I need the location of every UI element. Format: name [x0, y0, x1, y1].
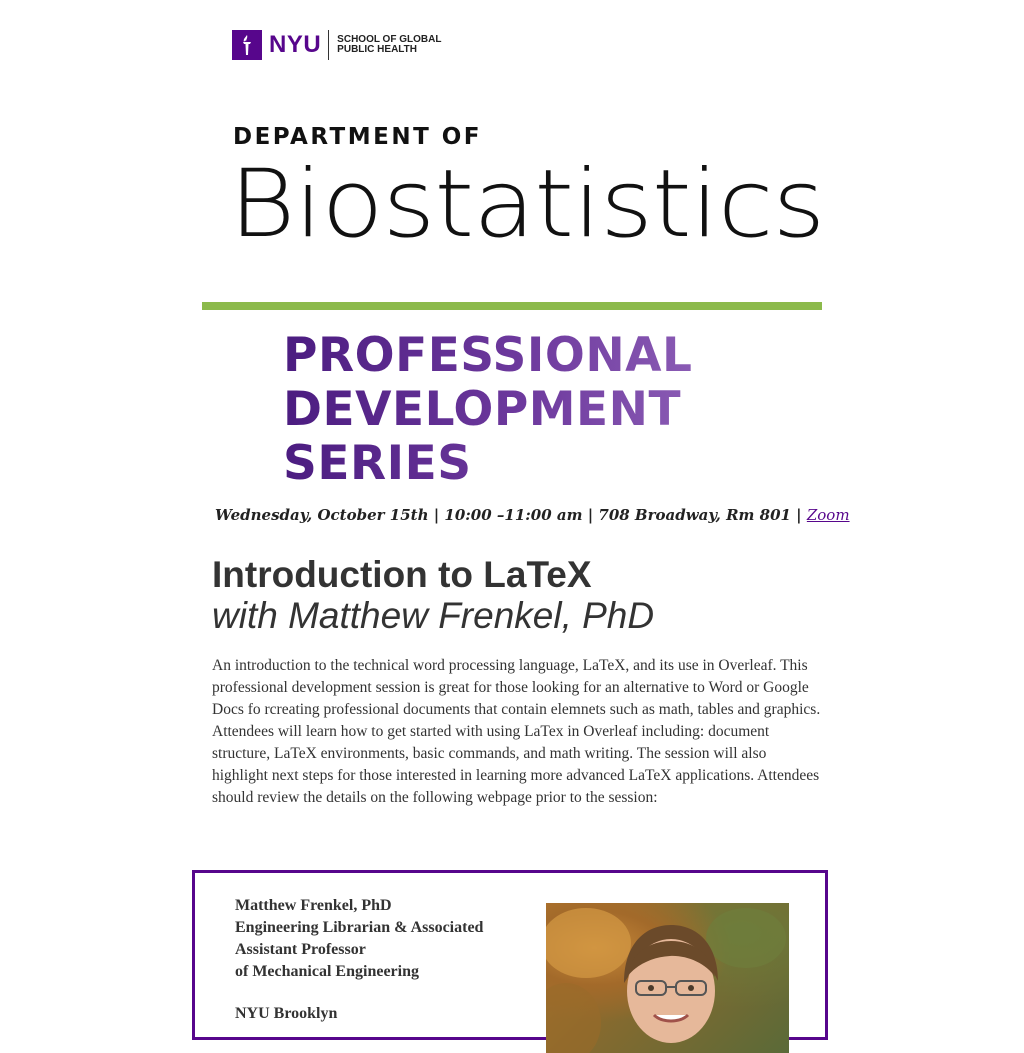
series-line-2: DEVELOPMENT [283, 383, 693, 437]
event-details [215, 506, 850, 524]
nyu-torch-icon [232, 30, 262, 60]
zoom-link[interactable]: Zoom [806, 506, 850, 524]
department-prefix: DEPARTMENT OF [233, 124, 483, 150]
green-divider [202, 302, 822, 310]
series-line-1: PROFESSIONAL [283, 328, 693, 383]
event-details-text: Wednesday, October 15th | 10:00 –11:00 am | 708 Broadway, Rm 801 | [215, 506, 807, 524]
nyu-gph-logo [232, 30, 441, 60]
school-name [337, 35, 441, 55]
speaker-portrait-illustration [546, 903, 789, 1053]
bio-spacer [235, 983, 483, 1003]
speaker-role-line1: Engineering Librarian & Associated [235, 919, 484, 936]
speaker-bio-card [192, 870, 828, 1040]
department-name: Biostatistics [229, 150, 825, 259]
logo-divider [328, 30, 329, 60]
talk-title: Introduction to LaTeX [212, 554, 592, 595]
talk-description: An introduction to the technical word processing language, LaTeX, and its use in Overleaf. This professional development session is great for those looking for an alternative to Word or Google Docs fo rcreating professional documents that contain elemnets such as math, tables and graphics. Attendees will learn how to get started with using LaTex in Overleaf including: document structure, LaTeX environments, basic commands, and math writing. The session will also highlight next steps for those interested in learning more advanced LaTeX applications. Attendees should review the details on the following webpage prior to the session: [212, 657, 821, 806]
speaker-affiliation: NYU Brooklyn [235, 1005, 338, 1022]
speaker-role-line3: of Mechanical Engineering [235, 963, 419, 980]
series-line-3: SERIES [283, 437, 693, 491]
speaker-bio-text [235, 895, 483, 1025]
speaker-name: Matthew Frenkel, PhD [235, 897, 392, 914]
nyu-wordmark: NYU [269, 31, 322, 58]
series-title [283, 329, 693, 491]
school-name-line2: PUBLIC HEALTH [337, 44, 417, 55]
speaker-photo [546, 903, 789, 1053]
talk-speaker: with Matthew Frenkel, PhD [212, 595, 655, 636]
speaker-role-line2: Assistant Professor [235, 941, 366, 958]
school-name-line1: SCHOOL OF GLOBAL [337, 34, 442, 45]
